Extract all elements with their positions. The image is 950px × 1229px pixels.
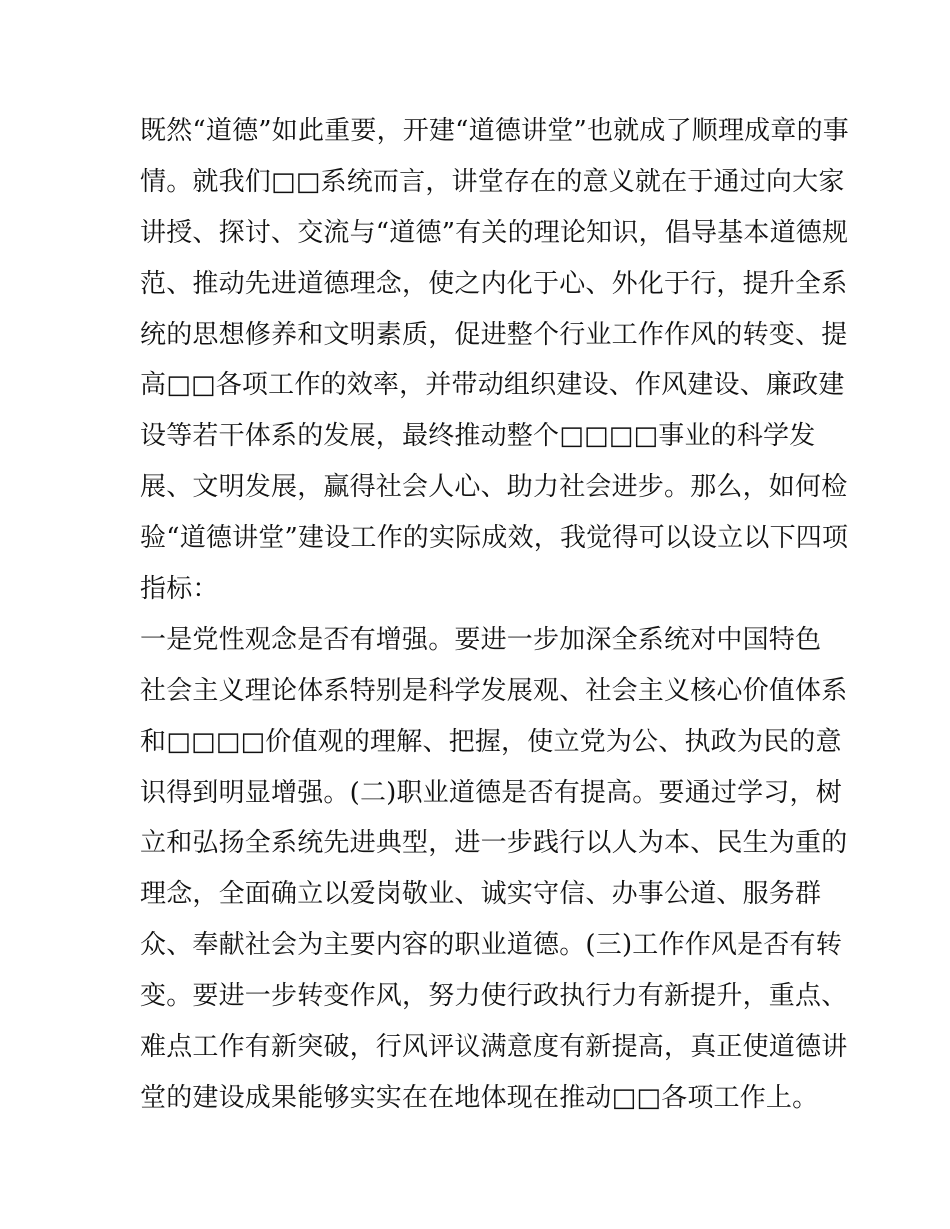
text-line: 众、奉献社会为主要内容的职业道德。(三)工作作风是否有转 <box>140 930 842 961</box>
text-line: 指标： <box>140 574 219 605</box>
text-line: 识得到明显增强。(二)职业道德是否有提高。要通过学习，树 <box>140 777 842 808</box>
text-line: 变。要进一步转变作风，努力使行政执行力有新提升，重点、 <box>140 981 848 1012</box>
text-line: 范、推动先进道德理念，使之内化于心、外化于行，提升全系 <box>140 268 848 299</box>
text-line: 堂的建设成果能够实实在在地体现在推动□□各项工作上。 <box>140 1082 819 1113</box>
text-line: 展、文明发展，赢得社会人心、助力社会进步。那么，如何检 <box>140 472 848 503</box>
text-line: 和□□□□价值观的理解、把握，使立党为公、执政为民的意 <box>140 726 842 757</box>
text-line: 验“道德讲堂”建设工作的实际成效，我觉得可以设立以下四项 <box>140 523 849 554</box>
text-line: 设等若干体系的发展，最终推动整个□□□□事业的科学发 <box>140 421 816 452</box>
text-line: 理念，全面确立以爱岗敬业、诚实守信、办事公道、服务群 <box>140 879 822 910</box>
text-line: 既然“道德”如此重要，开建“道德讲堂”也就成了顺理成章的事 <box>140 116 849 146</box>
text-line: 高□□各项工作的效率，并带动组织建设、作风建设、廉政建 <box>140 370 845 401</box>
text-line: 一是党性观念是否有增强。要进一步加深全系统对中国特色 <box>140 624 822 655</box>
text-line: 社会主义理论体系特别是科学发展观、社会主义核心价值体系 <box>140 675 848 706</box>
text-line: 统的思想修养和文明素质，促进整个行业工作作风的转变、提 <box>140 319 848 350</box>
text-line: 情。就我们□□系统而言，讲堂存在的意义就在于通过向大家 <box>140 166 845 197</box>
body-text <box>140 106 849 1124</box>
text-line: 立和弘扬全系统先进典型，进一步践行以人为本、民生为重的 <box>140 828 848 859</box>
text-line: 讲授、探讨、交流与“道德”有关的理论知识，倡导基本道德规 <box>140 217 849 248</box>
text-line: 难点工作有新突破，行风评议满意度有新提高，真正使道德讲 <box>140 1032 848 1063</box>
